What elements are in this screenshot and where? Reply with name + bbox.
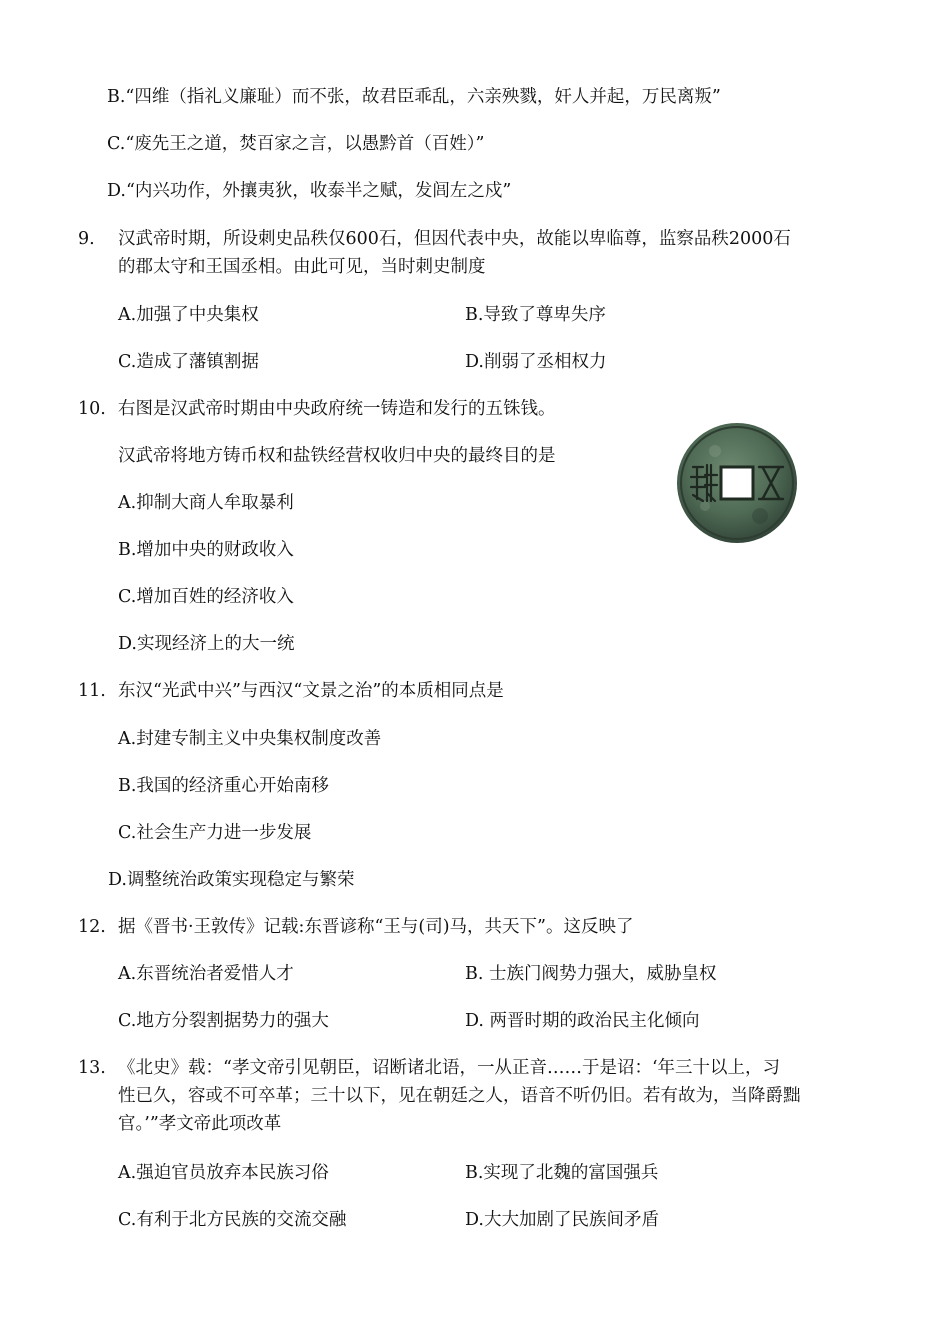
q10-stem-line1: 右图是汉武帝时期由中央政府统一铸造和发行的五铢钱。 [118, 399, 556, 419]
q9-stem-line2: 的郡太守和王国丞相。由此可见，当时刺史制度 [118, 257, 486, 277]
q11-option-c: C.社会生产力进一步发展 [118, 823, 312, 843]
q9-option-b: B.导致了尊卑失序 [465, 305, 606, 325]
q10-option-c: C.增加百姓的经济收入 [118, 587, 294, 607]
q9-stem-line1: 汉武帝时期，所设刺史品秩仅600石，但因代表中央，故能以卑临尊，监察品秩2000石 [118, 229, 791, 249]
q11-option-a: A.封建专制主义中央集权制度改善 [118, 729, 382, 749]
q10-option-a: A.抑制大商人牟取暴利 [118, 493, 294, 513]
q10-number: 10. [78, 399, 106, 419]
q11-number: 11. [78, 681, 106, 701]
q13-option-a: A.强迫官员放弃本民族习俗 [118, 1163, 329, 1183]
q13-stem-line2: 性已久，容或不可卒革；三十以下，见在朝廷之人，语音不听仍旧。若有故为，当降爵黜 [118, 1086, 801, 1106]
q9-option-d: D.削弱了丞相权力 [465, 352, 607, 372]
q13-number: 13. [78, 1058, 106, 1078]
q13-stem-line3: 官。’”孝文帝此项改革 [118, 1114, 282, 1134]
q9-option-c: C.造成了藩镇割据 [118, 352, 259, 372]
q9-number: 9. [78, 229, 95, 249]
q11-option-b: B.我国的经济重心开始南移 [118, 776, 329, 796]
q8-option-c: C.“废先王之道，焚百家之言，以愚黔首（百姓）” [107, 134, 485, 154]
q12-option-c: C.地方分裂割据势力的强大 [118, 1011, 329, 1031]
q11-option-d: D.调整统治政策实现稳定与繁荣 [108, 870, 355, 890]
q10-stem-line2: 汉武帝将地方铸币权和盐铁经营权收归中央的最终目的是 [118, 446, 556, 466]
q12-option-b: B. 士族门阀势力强大，威胁皇权 [465, 964, 717, 984]
q10-option-d: D.实现经济上的大一统 [118, 634, 295, 654]
q12-option-d: D. 两晋时期的政治民主化倾向 [465, 1011, 700, 1031]
q11-stem-line1: 东汉“光武中兴”与西汉“文景之治”的本质相同点是 [118, 681, 504, 701]
q9-option-a: A.加强了中央集权 [118, 305, 259, 325]
q12-stem-line1: 据《晋书·王敦传》记载:东晋谚称“王与(司)马，共天下”。这反映了 [118, 917, 634, 937]
q13-option-b: B.实现了北魏的富国强兵 [465, 1163, 659, 1183]
q12-option-a: A.东晋统治者爱惜人才 [118, 964, 294, 984]
q10-option-b: B.增加中央的财政收入 [118, 540, 294, 560]
q8-option-b: B.“四维（指礼义廉耻）而不张，故君臣乖乱，六亲殃戮，奸人并起，万民离叛” [107, 87, 721, 107]
q12-number: 12. [78, 917, 106, 937]
q13-option-d: D.大大加剧了民族间矛盾 [465, 1210, 659, 1230]
wuzhu-coin-image [675, 421, 799, 545]
q8-option-d: D.“内兴功作，外攘夷狄，收泰半之赋，发闾左之戍” [107, 181, 512, 201]
q13-option-c: C.有利于北方民族的交流交融 [118, 1210, 347, 1230]
q13-stem-line1: 《北史》载：“孝文帝引见朝臣，诏断诸北语，一从正音……于是诏：‘年三十以上，习 [118, 1058, 781, 1078]
